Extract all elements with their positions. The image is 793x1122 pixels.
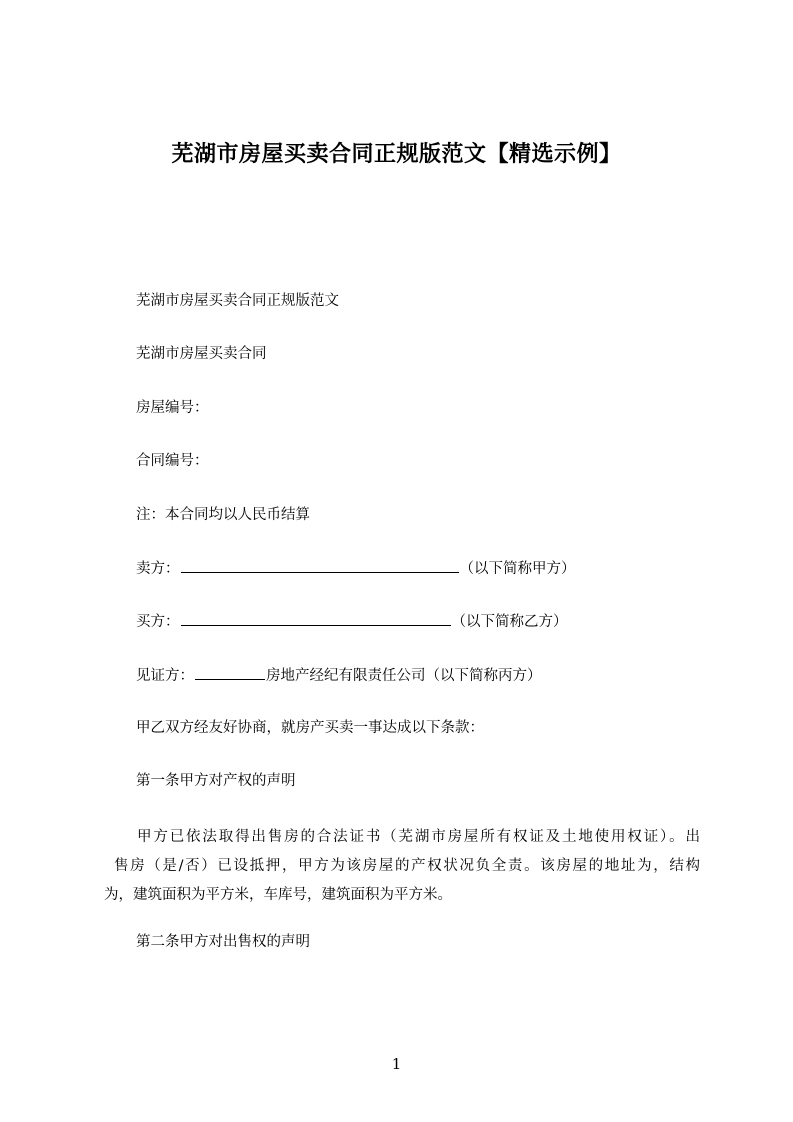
witness-label: 见证方： [136,668,194,684]
agreement-intro: 甲乙双方经友好协商，就房产买卖一事达成以下条款： [136,720,484,736]
article-1-title: 第一条甲方对产权的声明 [136,773,296,789]
heading-contract: 芜湖市房屋买卖合同 [136,346,267,362]
seller-blank [181,558,459,573]
currency-note: 注：本合同均以人民币结算 [136,507,310,523]
buyer-suffix: （以下简称乙方） [451,614,568,630]
article-1-line-2: 售房（是/否）已设抵押，甲方为该房屋的产权状况负全责。该房屋的地址为，结构 [114,858,700,874]
witness-suffix: 房地产经纪有限责任公司（以下简称丙方） [266,668,542,684]
document-title: 芜湖市房屋买卖合同正规版范文【精选示例】 [171,142,622,167]
witness-blank [195,665,265,680]
article-1-line-3: 为，建筑面积为平方米，车库号，建筑面积为平方米。 [104,887,452,903]
buyer-blank [181,611,451,626]
article-2-title: 第二条甲方对出售权的声明 [136,934,310,950]
witness-line [136,665,542,686]
seller-label: 卖方： [136,561,180,577]
seller-suffix: （以下简称甲方） [459,561,576,577]
house-number-label: 房屋编号： [136,400,209,416]
contract-number-label: 合同编号： [136,453,209,469]
seller-line [136,558,576,579]
buyer-line [136,611,568,632]
article-1-body [104,823,700,910]
page-number: 1 [391,1055,402,1073]
article-1-line-1: 甲方已依法取得出售房的合法证书（芜湖市房屋所有权证及土地使用权证）。出 [137,829,700,845]
heading-contract-name: 芜湖市房屋买卖合同正规版范文 [136,293,339,309]
buyer-label: 买方： [136,614,180,630]
